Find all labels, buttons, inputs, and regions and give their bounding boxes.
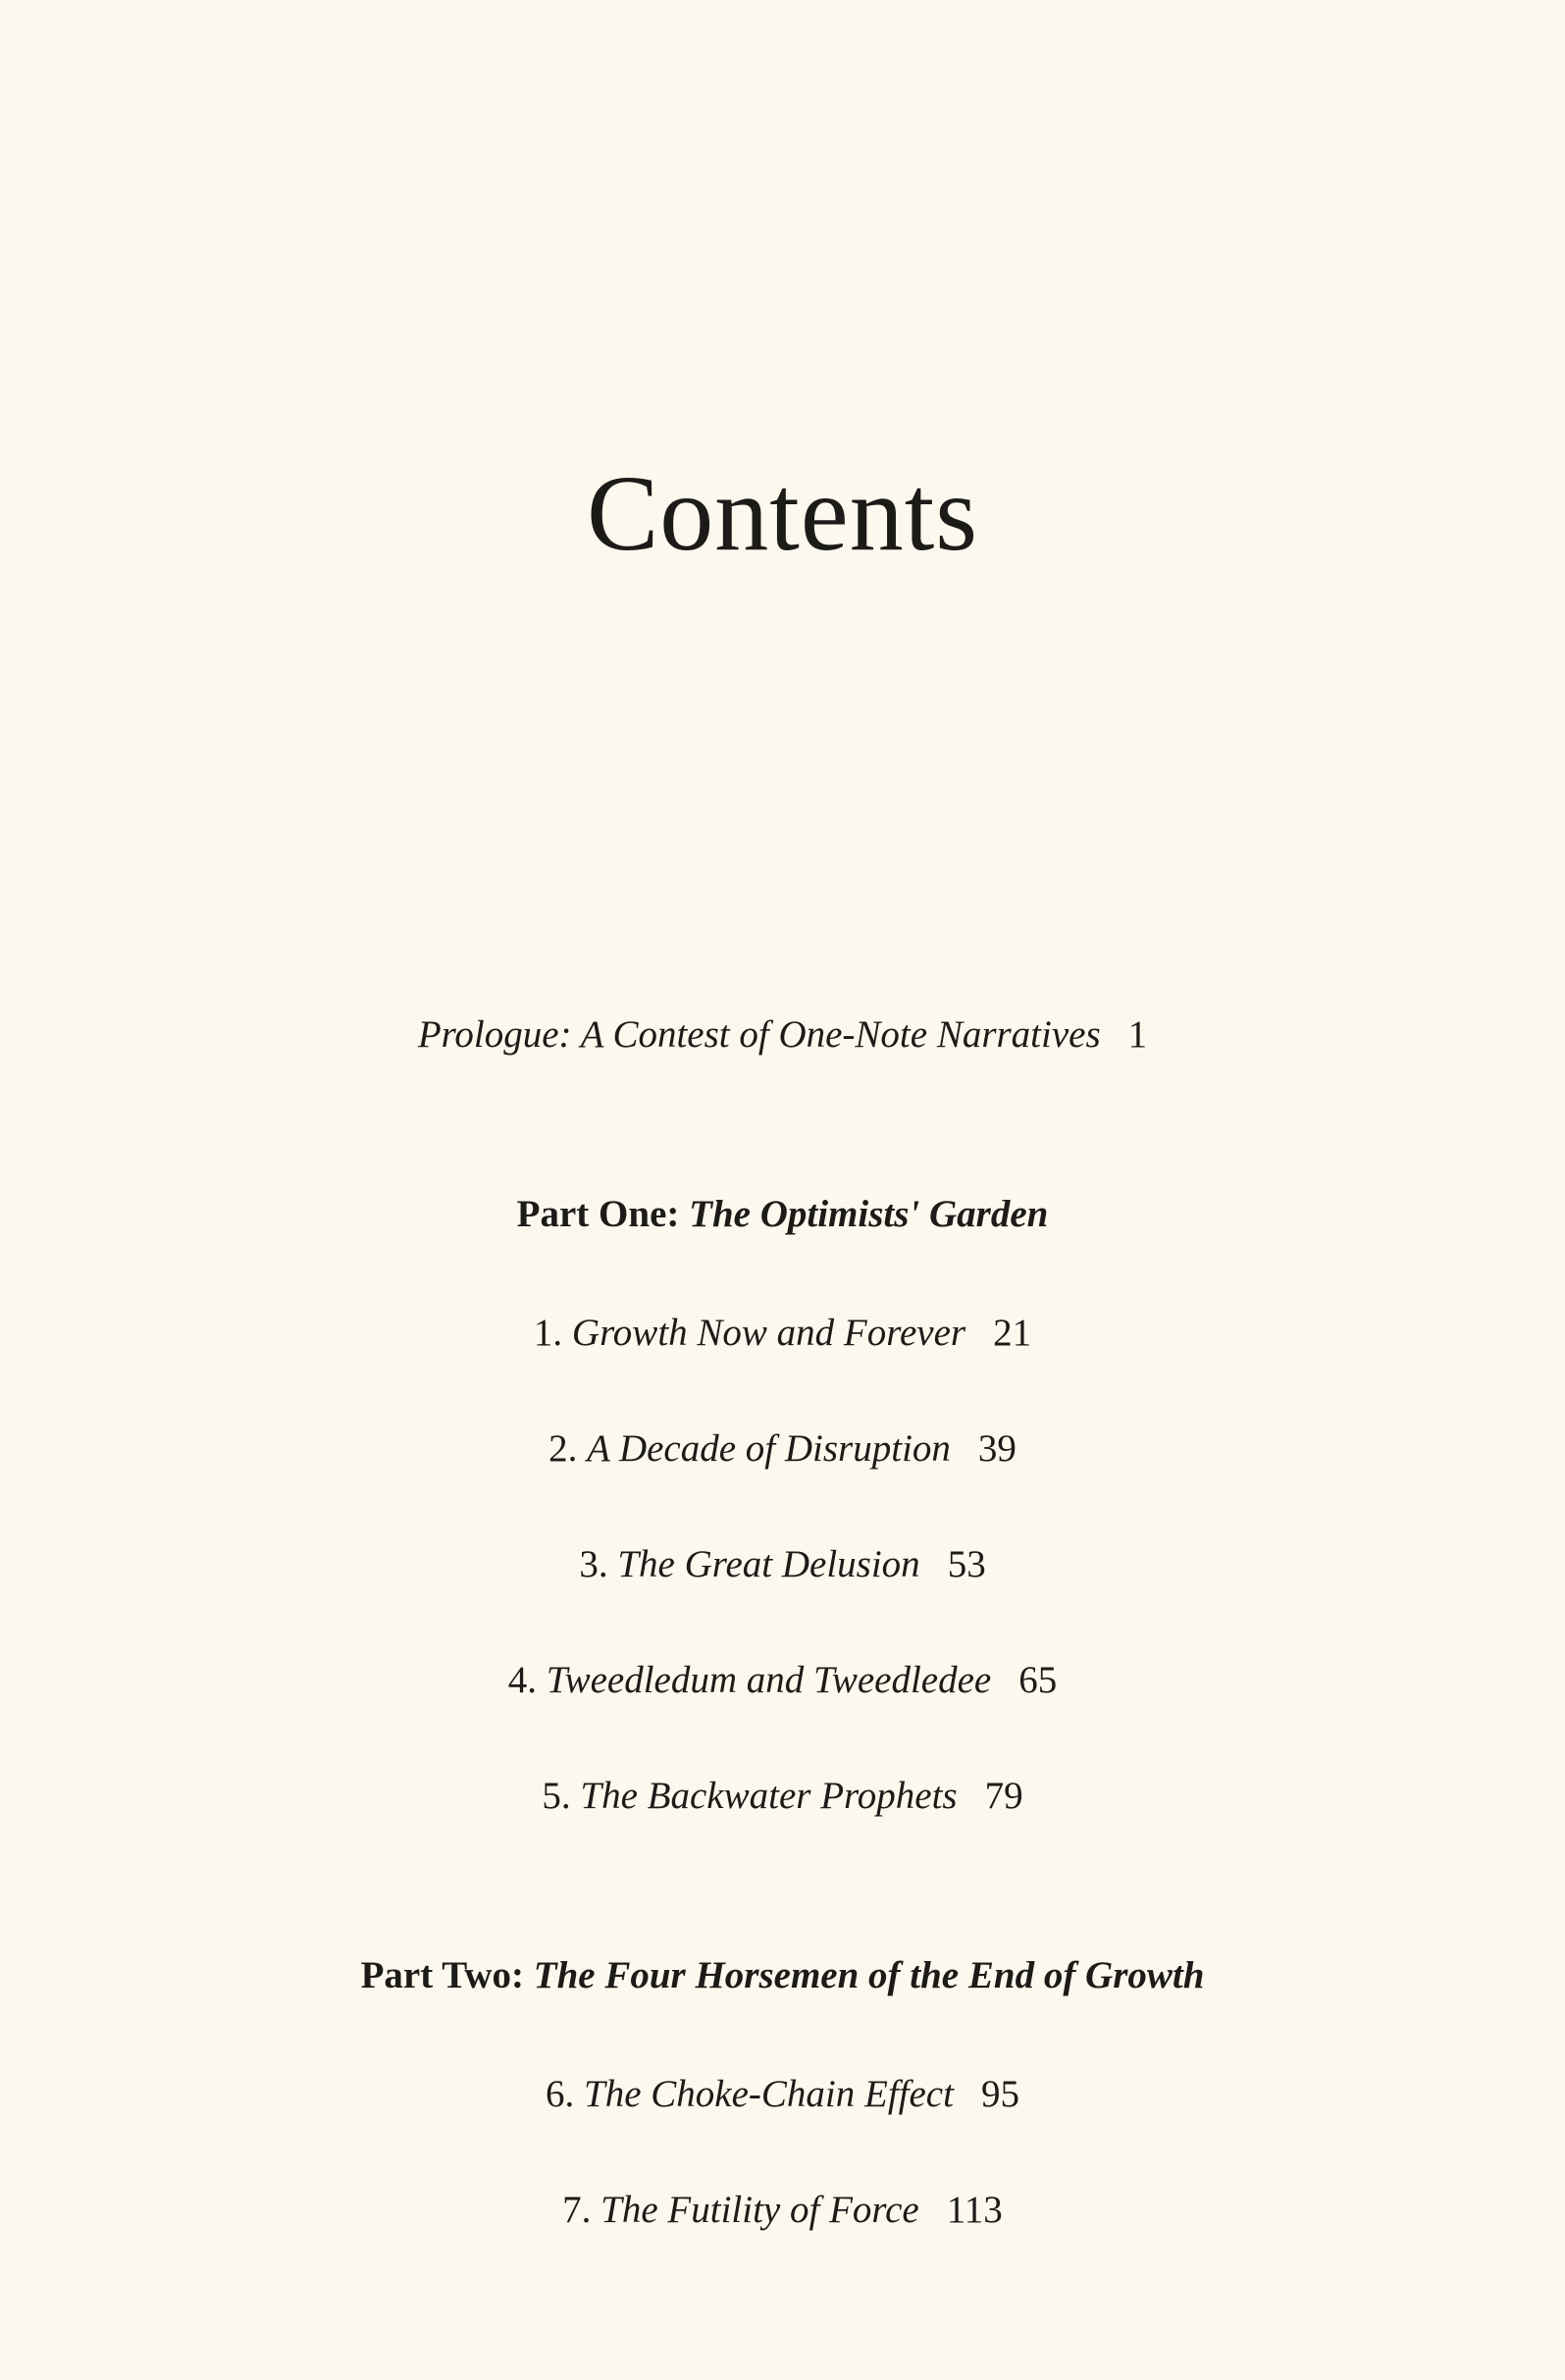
part-heading-two: [0, 1953, 1565, 1999]
page-title: Contents: [586, 453, 979, 573]
chapter-page: 65: [1018, 1659, 1058, 1701]
toc-entry-chapter-1[interactable]: [0, 1311, 1565, 1357]
toc-entry-page: 1: [1127, 1013, 1148, 1056]
chapter-number: 4.: [507, 1659, 538, 1701]
part-title: The Four Horsemen of the End of Growth: [533, 1954, 1205, 1996]
toc-entry-prologue[interactable]: [0, 1012, 1565, 1059]
part-label: Part Two:: [360, 1954, 524, 1996]
toc-entry-chapter-6[interactable]: [0, 2072, 1565, 2118]
chapter-page: 53: [947, 1543, 986, 1585]
chapter-title: The Backwater Prophets: [580, 1775, 958, 1817]
chapter-page: 39: [977, 1427, 1017, 1470]
part-label: Part One:: [516, 1193, 680, 1235]
toc-entry-chapter-5[interactable]: [0, 1774, 1565, 1820]
chapter-number: 3.: [579, 1543, 608, 1585]
chapter-number: 5.: [542, 1775, 571, 1817]
toc-entry-chapter-4[interactable]: [0, 1658, 1565, 1704]
chapter-title: The Futility of Force: [600, 2189, 919, 2231]
toc-entry-title: Prologue: A Contest of One-Note Narratives: [417, 1013, 1101, 1056]
chapter-number: 2.: [548, 1427, 578, 1470]
chapter-title: The Great Delusion: [617, 1543, 920, 1585]
chapter-page: 113: [946, 2189, 1003, 2231]
part-heading-one: [0, 1192, 1565, 1238]
chapter-page: 95: [980, 2073, 1019, 2115]
chapter-page: 79: [984, 1775, 1023, 1817]
part-title: The Optimists' Garden: [689, 1193, 1049, 1235]
chapter-title: The Choke-Chain Effect: [584, 2073, 954, 2115]
chapter-number: 6.: [546, 2073, 575, 2115]
chapter-page: 21: [993, 1312, 1032, 1354]
chapter-title: Tweedledum and Tweedledee: [546, 1659, 992, 1701]
chapter-number: 7.: [562, 2189, 592, 2231]
chapter-title: Growth Now and Forever: [571, 1312, 966, 1354]
toc-entry-chapter-2[interactable]: [0, 1426, 1565, 1473]
toc-entry-chapter-3[interactable]: [0, 1542, 1565, 1588]
chapter-number: 1.: [533, 1312, 563, 1354]
toc-entry-chapter-7[interactable]: [0, 2188, 1565, 2234]
chapter-title: A Decade of Disruption: [587, 1427, 951, 1470]
